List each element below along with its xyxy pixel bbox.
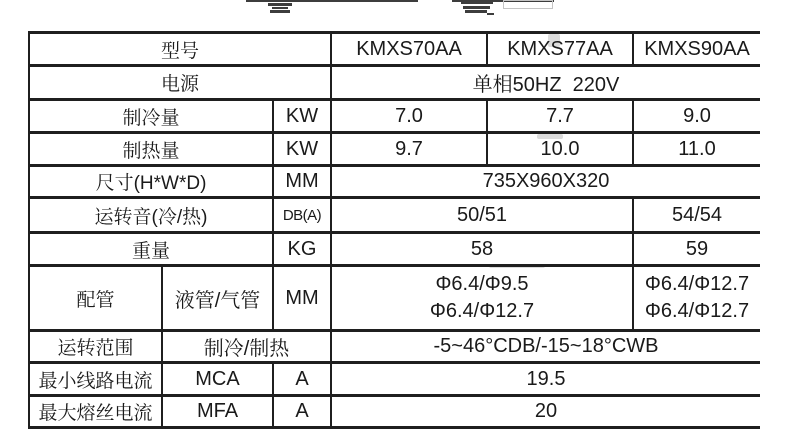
row-label: 运转范围: [57, 338, 134, 359]
table-row-heating-capacity: [29, 133, 760, 166]
dimensions-label-cell: [29, 166, 273, 198]
cooling-value-cell-1: 7.0: [331, 100, 487, 133]
range-sub-label-cell: 制冷/制热: [162, 331, 331, 363]
table-row-dimensions: [29, 166, 760, 198]
mfa-value-cell: 20: [331, 396, 760, 428]
power-label-cell: [29, 66, 331, 100]
weight-value-cell-models-1-2: 58: [331, 233, 633, 266]
heating-value-cell-2: 10.0: [487, 133, 633, 166]
piping-sub-label-cell: 液管/气管: [162, 266, 273, 331]
spec-table: [28, 31, 760, 429]
mca-sub-label-cell: MCA: [162, 363, 273, 396]
table-row-cooling-capacity: [29, 100, 760, 133]
piping-liquid-gas-line-2: Φ6.4/Φ12.7: [429, 300, 535, 322]
heating-value-cell-3: 11.0: [633, 133, 760, 166]
mca-value-cell: 19.5: [331, 363, 760, 396]
piping-value-cell-model-3: [633, 266, 760, 331]
row-label: 最大熔丝电流: [38, 403, 153, 424]
table-row-mfa: [29, 396, 760, 428]
piping-liquid-gas-line-1: Φ6.4/Φ12.7: [644, 273, 750, 295]
row-label: 运转音(冷/热): [94, 206, 208, 228]
cooling-label-cell: [29, 100, 273, 133]
unit-cell: KW: [273, 100, 331, 133]
model-name-cell-1: KMXS70AA: [331, 33, 487, 66]
unit-cell: A: [273, 363, 331, 396]
row-label: 最小线路电流: [38, 370, 153, 392]
power-value-cell: 单相50HZ 220V: [331, 66, 760, 100]
range-label-cell: [29, 331, 162, 363]
table-row-piping: [29, 266, 760, 331]
noise-label-cell: [29, 198, 273, 233]
dimensions-value-cell: 735X960X320: [331, 166, 760, 198]
piping-value-cell-models-1-2: [331, 266, 633, 331]
piping-liquid-gas-line-2: Φ6.4/Φ12.7: [644, 300, 750, 322]
row-label: 制冷量: [122, 107, 180, 129]
noise-value-cell-model-3: 54/54: [633, 198, 760, 233]
row-label: 制热量: [122, 140, 180, 162]
row-label: 配管: [76, 289, 115, 311]
noise-value-cell-models-1-2: 50/51: [331, 198, 633, 233]
weight-value-cell-model-3: 59: [633, 233, 760, 266]
unit-cell: DB(A): [273, 198, 331, 233]
table-row-model: [29, 33, 760, 66]
mfa-sub-label-cell: MFA: [162, 396, 273, 428]
table-row-weight: [29, 233, 760, 266]
weight-label-cell: [29, 233, 273, 266]
unit-cell: KG: [273, 233, 331, 266]
table-row-mca: [29, 363, 760, 396]
unit-cell: MM: [273, 166, 331, 198]
piping-label-cell: [29, 266, 162, 331]
table-row-power: [29, 66, 760, 100]
mfa-label-cell: [29, 396, 162, 428]
heating-value-cell-1: 9.7: [331, 133, 487, 166]
model-label-cell: [29, 33, 331, 66]
cooling-value-cell-2: 7.7: [487, 100, 633, 133]
row-label: 型号: [160, 40, 199, 62]
model-name-cell-2: KMXS77AA: [487, 33, 633, 66]
model-name-cell-3: KMXS90AA: [633, 33, 760, 66]
unit-cell: A: [273, 396, 331, 428]
unit-cell: KW: [273, 133, 331, 166]
piping-liquid-gas-line-1: Φ6.4/Φ9.5: [435, 273, 529, 295]
row-label: 尺寸(H*W*D): [95, 173, 207, 194]
row-label: 重量: [131, 240, 170, 262]
heating-label-cell: [29, 133, 273, 166]
unit-cell: MM: [273, 266, 331, 331]
range-value-cell: -5~46°CDB/-15~18°CWB: [331, 331, 760, 363]
table-row-noise: [29, 198, 760, 233]
table-row-operating-range: [29, 331, 760, 363]
cooling-value-cell-3: 9.0: [633, 100, 760, 133]
mca-label-cell: [29, 363, 162, 396]
row-label: 电源: [160, 74, 199, 95]
